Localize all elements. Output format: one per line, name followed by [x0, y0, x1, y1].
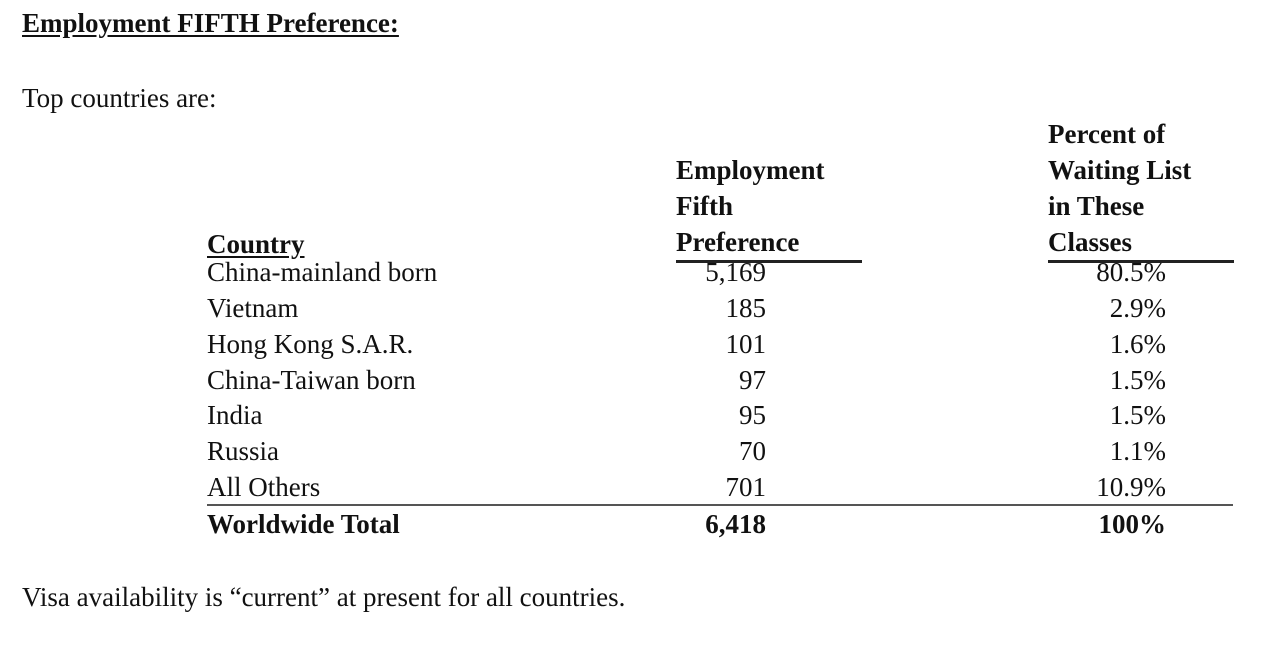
- count-cell: 70: [739, 436, 766, 466]
- table-row: [0, 293, 1280, 329]
- table-row: [0, 365, 1280, 401]
- column-header-employment-line-2: Fifth: [676, 191, 733, 221]
- intro-text: Top countries are:: [22, 83, 217, 113]
- total-count-cell: 6,418: [705, 509, 766, 539]
- country-cell: China-Taiwan born: [207, 365, 416, 395]
- column-header-employment-line-3: Preference: [676, 227, 800, 257]
- count-cell: 101: [725, 329, 766, 359]
- footnote-text: Visa availability is “current” at present for all countries.: [22, 582, 626, 612]
- count-cell: 97: [739, 365, 766, 395]
- country-cell: Hong Kong S.A.R.: [207, 329, 414, 359]
- column-header-country: Country: [207, 229, 305, 259]
- column-header-percent-line-2: Waiting List: [1048, 155, 1192, 185]
- table-row: [0, 436, 1280, 472]
- total-label-cell: Worldwide Total: [207, 509, 400, 539]
- column-header-percent-line-4: Classes: [1048, 227, 1133, 257]
- column-header-employment-line-1: Employment: [676, 155, 825, 185]
- percent-cell: 1.5%: [1109, 365, 1166, 395]
- column-header-percent-waiting-list: [1048, 116, 1234, 263]
- percent-cell: 1.6%: [1109, 329, 1166, 359]
- percent-cell: 1.1%: [1109, 436, 1166, 466]
- country-cell: India: [207, 400, 263, 430]
- percent-cell: 80.5%: [1096, 257, 1166, 287]
- count-cell: 185: [725, 293, 766, 323]
- table-row: [0, 400, 1280, 436]
- percent-cell: 2.9%: [1109, 293, 1166, 323]
- total-percent-cell: 100%: [1098, 509, 1166, 539]
- country-cell: Vietnam: [207, 293, 299, 323]
- section-heading: Employment FIFTH Preference:: [22, 8, 399, 38]
- count-cell: 95: [739, 400, 766, 430]
- total-row: [0, 509, 1280, 545]
- count-cell: 701: [725, 472, 766, 502]
- percent-cell: 10.9%: [1096, 472, 1166, 502]
- country-cell: China-mainland born: [207, 257, 438, 287]
- total-divider: [207, 504, 1233, 506]
- country-cell: All Others: [207, 472, 321, 502]
- table-row: [0, 329, 1280, 365]
- column-header-percent-line-1: Percent of: [1048, 119, 1166, 149]
- column-header-percent-line-3: in These: [1048, 191, 1145, 221]
- table-row: [0, 472, 1280, 508]
- percent-cell: 1.5%: [1109, 400, 1166, 430]
- table-row: [0, 257, 1280, 293]
- column-header-employment-fifth-preference: [676, 152, 862, 263]
- country-cell: Russia: [207, 436, 280, 466]
- count-cell: 5,169: [705, 257, 766, 287]
